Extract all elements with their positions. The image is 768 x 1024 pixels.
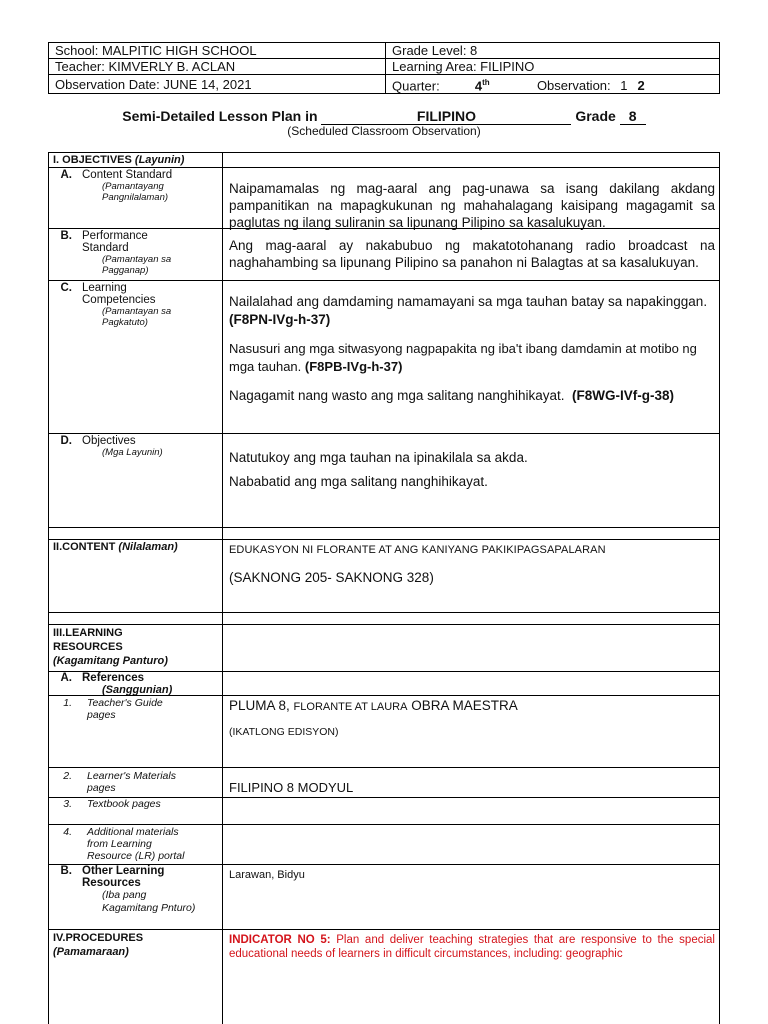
learning-area-cell: Learning Area: FILIPINO (386, 59, 720, 75)
content-standard-text: Naipamamalas ng mag-aaral ang pag-unawa sa isang dakilang akdang pampanitikan na mapagkukunan ng mahahalagang kaisipang magagamit sa paglutas ng ilang suliranin sa lipunang Pilipino sa kasalukuyan. (229, 181, 715, 230)
teachers-guide-label: 1. Teacher's Guide pages (63, 697, 163, 721)
objectives-section-label: I. OBJECTIVES (Layunin) (53, 154, 185, 166)
quarter-value: 4th (474, 78, 490, 94)
page-subtitle: (Scheduled Classroom Observation) (287, 124, 481, 138)
performance-standard-label: B. Performance Standard (Pamantayan sa Pagganap) (60, 230, 172, 276)
content-range: (SAKNONG 205- SAKNONG 328) (229, 570, 434, 585)
learning-competencies-text (229, 293, 715, 405)
content-row (48, 539, 720, 612)
learners-materials-row (48, 767, 720, 797)
content-section-label: II.CONTENT (Nilalaman) (53, 541, 178, 553)
content-standard-row (48, 167, 720, 228)
procedures-section-label: IV.PROCEDURES (Pamamaraan) (53, 932, 144, 958)
observation-numbers (620, 78, 644, 93)
learning-competencies-label: C. Learning Competencies (Pamantayan sa Pagkatuto) (60, 282, 172, 328)
objectives-header-row (48, 152, 720, 167)
spacer-row (48, 527, 720, 539)
observation-1: 1 (620, 78, 628, 94)
teachers-guide-title: PLUMA 8, FLORANTE AT LAURA OBRA MAESTRA (229, 698, 518, 713)
page-title (0, 108, 768, 125)
other-resources-row (48, 864, 720, 929)
teachers-guide-row (48, 695, 720, 767)
observation-date-cell: Observation Date: JUNE 14, 2021 (49, 75, 386, 94)
header-row (49, 59, 720, 75)
textbook-label: 3. Textbook pages (63, 798, 161, 810)
objectives-row (48, 433, 720, 527)
indicator-label: INDICATOR NO 5: (229, 934, 331, 946)
school-cell: School: MALPITIC HIGH SCHOOL (49, 43, 386, 59)
learners-materials-label: 2. Learner's Materials pages (63, 770, 176, 794)
teacher-cell: Teacher: KIMVERLY B. ACLAN (49, 59, 386, 75)
grade-level-cell: Grade Level: 8 (386, 43, 720, 59)
learning-competencies-row (48, 280, 720, 433)
content-text (229, 542, 715, 586)
teachers-guide-edition: (IKATLONG EDISYON) (229, 726, 339, 738)
additional-materials-row (48, 824, 720, 864)
objectives-text (229, 449, 715, 491)
header-row (49, 75, 720, 94)
observation-2: 2 (637, 78, 645, 94)
teachers-guide-text (229, 697, 715, 740)
quarter-observation-cell (386, 75, 720, 94)
title-prefix: Semi-Detailed Lesson Plan in (122, 108, 318, 124)
procedures-row (48, 929, 720, 1024)
performance-standard-row (48, 228, 720, 280)
textbook-row (48, 797, 720, 824)
performance-standard-text: Ang mag-aaral ay nakabubuo ng makatotohanang radio broadcast na naghahambing sa lipunang Pilipino sa panahon ni Balagtas at sa kasalukuyan. (229, 238, 715, 270)
quarter-label: Quarter: (392, 78, 440, 94)
indicator-text: INDICATOR NO 5: Plan and deliver teaching strategies that are responsive to the special educational needs of learners in difficult circumstances, including: geographic (229, 934, 715, 960)
references-label: A. References (Sanggunian) (60, 672, 173, 696)
lesson-plan-table (48, 152, 720, 1024)
competency-3: Nagagamit nang wasto ang mga salitang nanghihikayat. (F8WG-IVf-g-38) (229, 388, 674, 403)
observation-label: Observation: (536, 78, 611, 94)
objective-1: Natutukoy ang mga tauhan na ipinakilala sa akda. (229, 450, 528, 465)
competency-2: Nasusuri ang mga sitwasyong nagpapakita ng iba't ibang damdamin at motibo ng mga tauhan. (F8PB-IVg-h-37) (229, 341, 697, 374)
learners-materials-text: FILIPINO 8 MODYUL (229, 780, 354, 795)
references-row (48, 671, 720, 695)
other-resources-text: Larawan, Bidyu (229, 869, 305, 881)
learning-resources-section-label: III.LEARNING RESOURCES (Kagamitang Panturo) (53, 627, 168, 667)
spacer-row (48, 612, 720, 624)
content-standard-label: A. Content Standard (Pamantayang Pangnilalaman) (60, 169, 173, 203)
learning-resources-row (48, 624, 720, 671)
competency-1: Nailalahad ang damdaming namamayani sa mga tauhan batay sa napakinggan. (F8PN-IVg-h-37) (229, 294, 708, 327)
title-grade-label: Grade (575, 108, 616, 124)
title-grade-value: 8 (620, 108, 646, 125)
objectives-label: D. Objectives (Mga Layunin) (60, 435, 163, 458)
content-title: EDUKASYON NI FLORANTE AT ANG KANIYANG PAKIKIPAGSAPALARAN (229, 544, 606, 556)
header-row (49, 43, 720, 59)
additional-materials-label: 4. Additional materials from Learning Resource (LR) portal (63, 826, 185, 862)
other-resources-label: B. Other Learning Resources (Iba pang Kagamitang Pnturo) (60, 865, 196, 914)
header-info-table (48, 42, 720, 94)
title-subject: FILIPINO (321, 108, 571, 125)
objective-2: Nababatid ang mga salitang nanghihikayat. (229, 474, 488, 489)
